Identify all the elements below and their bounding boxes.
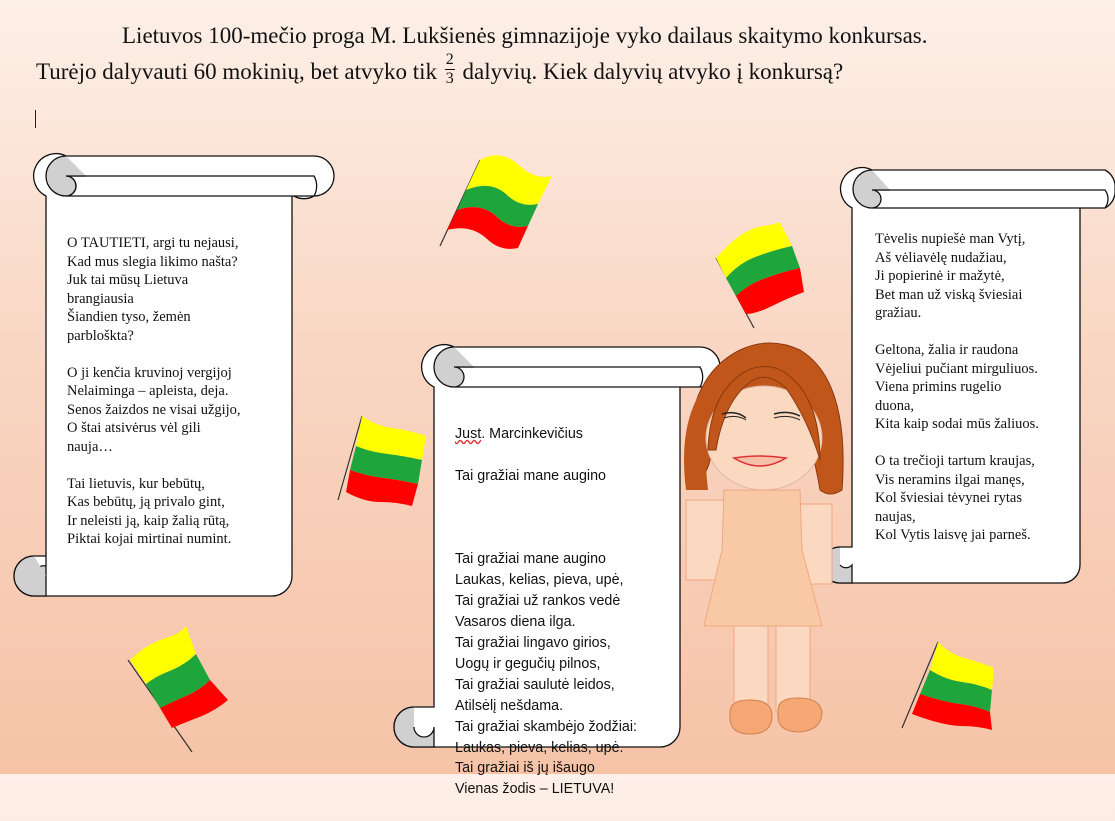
flag-icon-bottom-right	[900, 640, 1000, 732]
task-text	[36, 18, 1096, 92]
poem-middle-body: Tai gražiai mane augino Laukas, kelias, pieva, upė, Tai gražiai už rankos vedė Vasaros diena ilga. Tai gražiai lingavo girios, Uogų ir gegučių pilnos, Tai gražiai saulutė leidos, Atilsėlį nešdama. Tai gražiai skambėjo žodžiai: Laukas, pieva, kelias, upė. Tai gražiai iš jų išaugo Vienas žodis – LIETUVA!	[455, 551, 637, 798]
task-line-2	[36, 51, 1096, 92]
girl-illustration	[680, 340, 850, 740]
task-line-1: Lietuvos 100-mečio proga M. Lukšienės gimnazijoje vyko dailaus skaitymo konkursas.	[122, 23, 928, 48]
poem-middle	[455, 403, 670, 821]
author-name: . Marcinkevičius	[481, 425, 583, 442]
scroll-right	[820, 170, 1115, 590]
flag-icon-middle-left	[336, 414, 431, 512]
scroll-left	[4, 156, 334, 598]
text-cursor[interactable]	[35, 110, 36, 128]
task-line-2-start: Turėjo dalyvauti 60 mokinių, bet atvyko tik	[36, 59, 437, 84]
poem-right: Tėvelis nupiešė man Vytį, Aš vėliavėlę nudažiau, Ji popierinė ir mažytė, Bet man už viską šviesiai gražiau. Geltona, žalia ir raudona Vėjeliui pučiant mirguliuos. Viena primins rugelio duona, Kita kaip sodai mūs žaliuos. O ta trečioji tartum kraujas, Vis neramins ilgai manęs, Kol šviesiai tėvynei rytas naujas, Kol Vytis laisvę jai parneš.	[875, 231, 1039, 543]
flag-icon-upper-right	[712, 222, 807, 330]
fraction-denominator: 3	[445, 70, 454, 88]
flag-icon-bottom-left	[126, 624, 234, 754]
flag-icon-top	[430, 148, 560, 250]
scroll-middle	[392, 347, 722, 798]
author-misspelled: Just	[455, 425, 482, 442]
poem-middle-title: Tai gražiai mane augino	[455, 467, 607, 484]
poem-middle-blank	[455, 508, 670, 529]
fraction	[445, 51, 455, 88]
poem-middle-author	[455, 424, 670, 445]
poem-left: O TAUTIETI, argi tu nejausi, Kad mus slegia likimo našta? Juk tai mūsų Lietuva brangiausia Šiandien tyso, žemėn parbloškta? O ji kenčia kruvinoj vergijoj Nelaiminga – apleista, deja. Senos žaizdos ne visai užgijo, O štai atsivėrus vėl gili nauja… Tai lietuvis, kur bebūtų, Kas bebūtų, ją privalo gint, Ir neleisti ją, kaip žalią rūtą, Piktai kojai mirtinai numint.	[67, 235, 241, 547]
fraction-numerator: 2	[445, 51, 454, 69]
task-line-2-end: dalyvių. Kiek dalyvių atvyko į konkursą?	[462, 59, 844, 84]
